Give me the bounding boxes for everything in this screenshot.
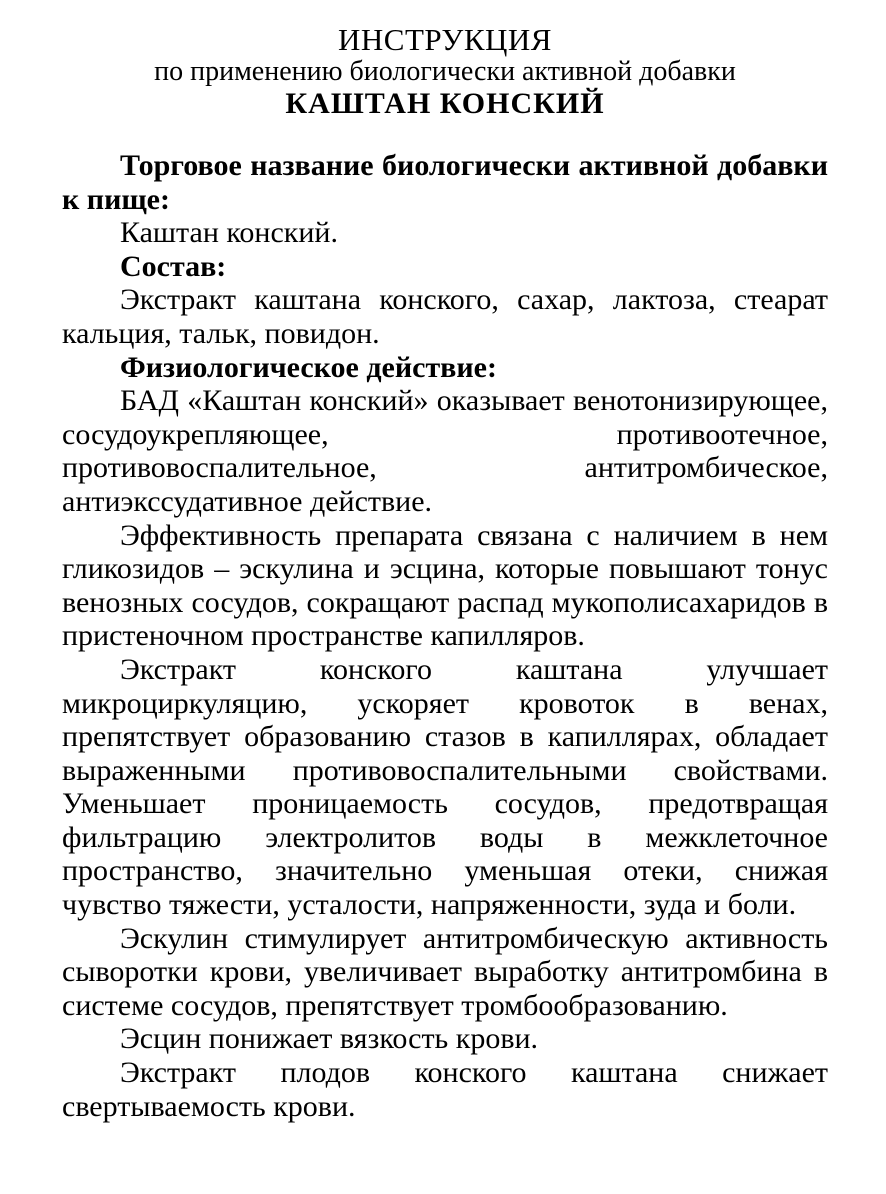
product-name: КАШТАН КОНСКИЙ — [285, 87, 605, 120]
paragraph-microcirculation: Экстракт конского каштана улучшает микроциркуляцию, ускоряет кровоток в венах, препятствует образованию стазов в капиллярах, обладает выраженными противовоспалительными свойствами. Уменьшает проницаемость сосудов, предотвращая фильтрацию электролитов воды в межклеточное пространство, значительно уменьшая отеки, снижая чувство тяжести, усталости, напряженности, зуда и боли. — [62, 652, 828, 922]
document-title: ИНСТРУКЦИЯ — [338, 22, 552, 57]
section-heading-composition: Состав: — [120, 249, 227, 283]
paragraph-esculin: Эскулин стимулирует антитромбическую активность сыворотки крови, увеличивает выработку антитромбина в системе сосудов, препятствует тромбообразованию. — [62, 921, 828, 1022]
paragraph-efficacy: Эффективность препарата связана с наличием в нем гликозидов – эскулина и эсцина, которые повышают тонус венозных сосудов, сокращают распад мукополисахаридов в пристеночном пространстве капилляров. — [62, 518, 828, 653]
document-subtitle: по применению биологически активной добавки — [154, 56, 736, 87]
section-heading-physiological-action: Физиологическое действие: — [120, 350, 497, 384]
paragraph-composition: Экстракт каштана конского, сахар, лактоза, стеарат кальция, тальк, повидон. — [62, 283, 828, 350]
paragraph-coagulation: Экстракт плодов конского каштана снижает свертываемость крови. — [62, 1056, 828, 1123]
paragraph-action-overview: БАД «Каштан конский» оказывает венотонизирующее, сосудоукрепляющее, противоотечное, противовоспалительное, антитромбическое, антиэкссудативное действие. — [62, 384, 828, 518]
section-heading-trade-name: Торговое название биологически активной добавки к пище: — [62, 149, 828, 216]
title-block — [62, 24, 828, 120]
document-body — [62, 149, 828, 1123]
document-page — [62, 24, 828, 1123]
paragraph-escin: Эсцин понижает вязкость крови. — [120, 1022, 539, 1056]
paragraph-trade-name: Каштан конский. — [120, 216, 338, 250]
